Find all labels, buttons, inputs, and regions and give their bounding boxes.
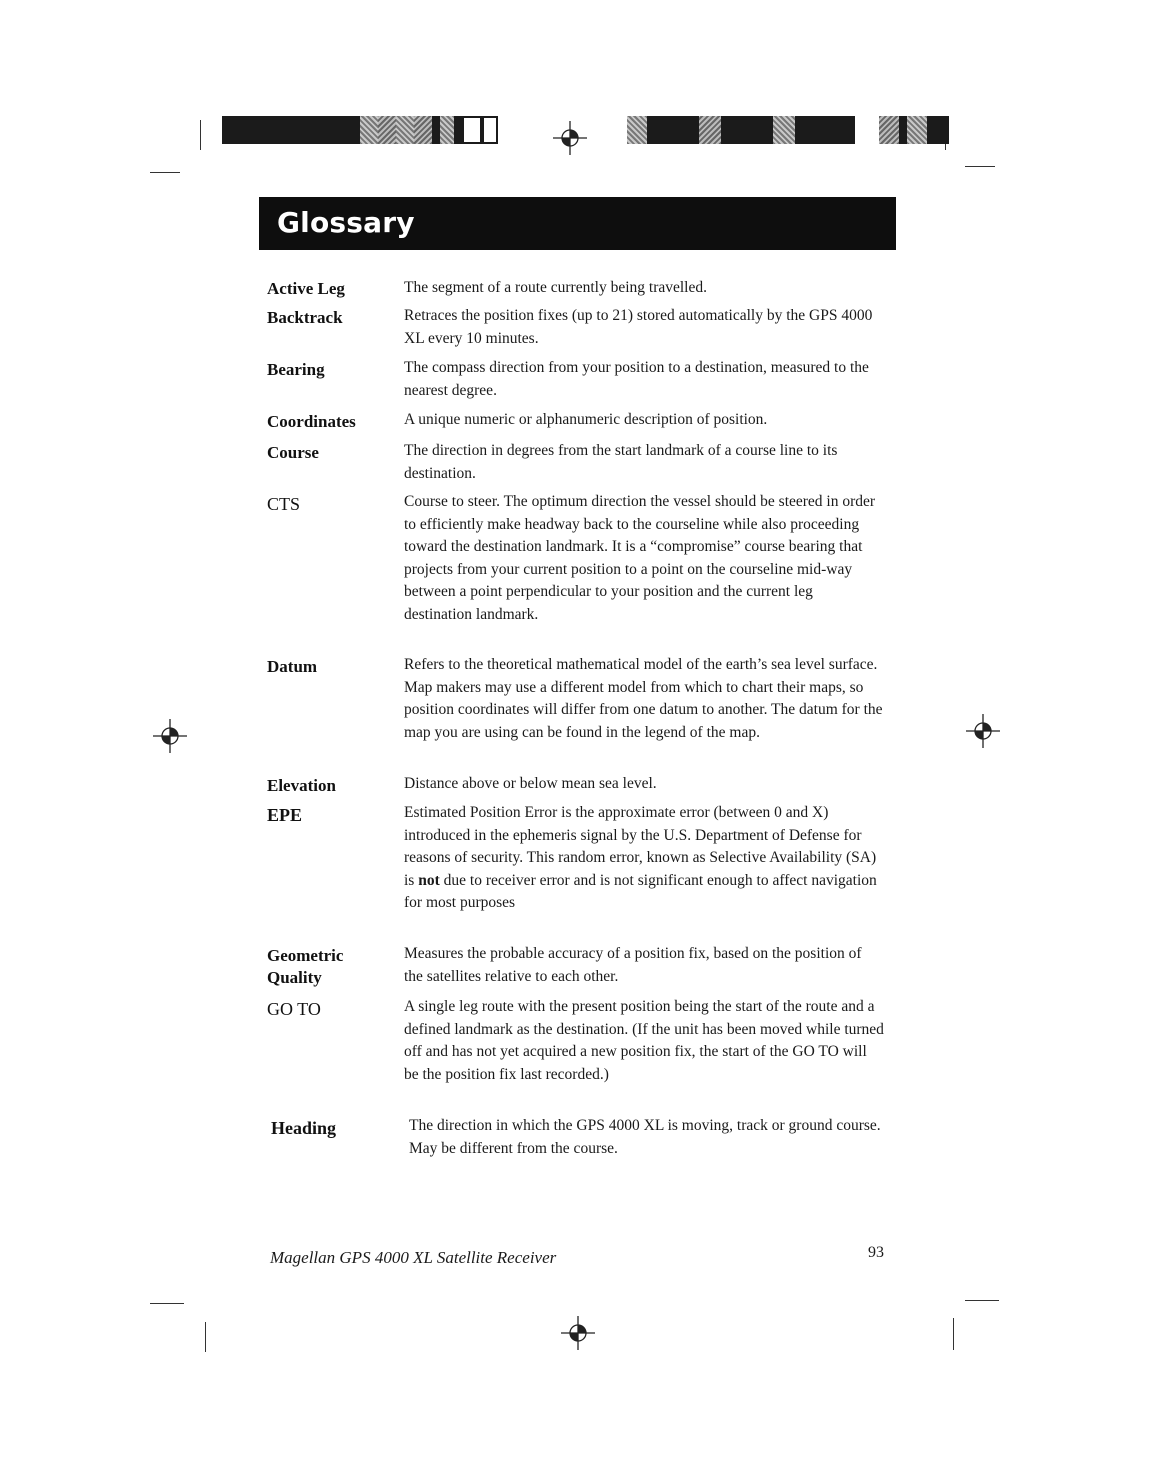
glossary-definition: Retraces the position fixes (up to 21) stored automatically by the GPS 4000 XL every 10 minutes. [404,307,873,347]
glossary-term: Datum [267,657,318,676]
glossary-term: CTS [267,494,301,514]
registration-mark-icon [553,121,587,155]
definition-text: Estimated Position Error is the approximate error (between 0 and X) introduced in the ephemeris signal by the U.S. Department of Defense for reasons of security. This random error, known as Selective Availability (SA) is [404,804,877,889]
page-number: 93 [868,1244,884,1261]
registration-mark-icon [966,714,1000,748]
glossary-definition: Refers to the theoretical mathematical model of the earth’s sea level surface. Map makers may use a different model from which to chart their maps, so position coordinates will differ from one datum to another. The datum for the map you are using can be found in the legend of the map. [404,656,883,741]
crop-mark [150,1303,184,1304]
glossary-term: Geometric Quality [267,946,344,987]
crop-mark [150,172,180,173]
registration-mark-icon [153,719,187,753]
glossary-definition: The segment of a route currently being travelled. [404,279,707,296]
glossary-definition: Distance above or below mean sea level. [404,775,657,792]
glossary-term: Heading [271,1118,337,1138]
title-band [259,197,896,250]
glossary-definition: Course to steer. The optimum direction the vessel should be steered in order to efficiently make headway back to the courseline while also proceeding toward the destination landmark. It is a “compromise” course bearing that projects from your current position to a point on the courseline mid-way between a point perpendicular to your position and the current leg destination landmark. [404,493,876,623]
glossary-term: Course [267,443,319,462]
definition-text: due to receiver error and is not significant enough to affect navigation for most purposes [404,871,877,912]
glossary-term: GO TO [267,999,321,1019]
glossary-term: EPE [267,805,303,825]
glossary-term: Bearing [267,360,325,379]
registration-mark-icon [561,1316,595,1350]
glossary-definition: Measures the probable accuracy of a position fix, based on the position of the satellites relative to each other. [404,945,862,985]
footer-title: Magellan GPS 4000 XL Satellite Receiver [270,1248,557,1267]
color-bar-left [222,116,498,144]
glossary-definition: The direction in which the GPS 4000 XL is moving, track or ground course. May be different from the course. [409,1117,881,1157]
glossary-definition: The compass direction from your position to a destination, measured to the nearest degree. [404,359,869,399]
crop-mark [953,1318,954,1350]
glossary-definition: The direction in degrees from the start landmark of a course line to its destination. [404,442,838,482]
glossary-term: Elevation [267,776,336,795]
color-bar-right [627,116,949,144]
definition-emphasis: not [418,871,440,889]
glossary-term: Coordinates [267,412,356,431]
glossary-definition [404,802,884,915]
glossary-definition: A single leg route with the present position being the start of the route and a defined landmark as the destination. (If the unit has been moved while turned off and has not yet acquired a new position fix, the start of the GO TO will be the position fix last recorded.) [404,998,884,1083]
glossary-definition: A unique numeric or alphanumeric description of position. [404,411,768,428]
glossary-term: Active Leg [267,279,345,298]
crop-mark [965,166,995,167]
crop-mark [965,1300,999,1301]
crop-mark [200,120,201,150]
glossary-term: Backtrack [267,308,343,327]
page-title: Glossary [277,206,415,239]
crop-mark [205,1322,206,1352]
